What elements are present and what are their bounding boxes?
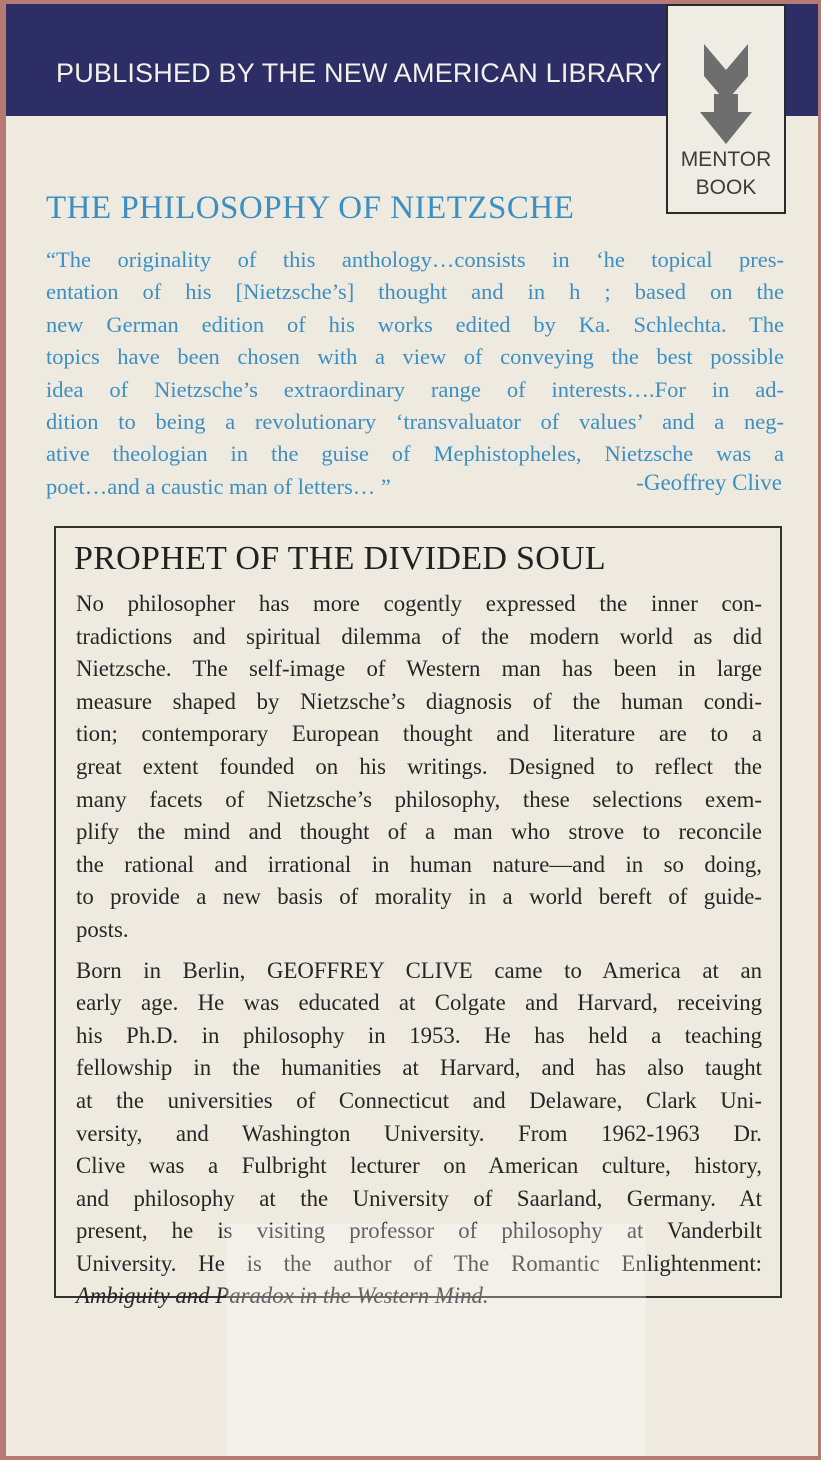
arrow-down-icon [696, 36, 756, 146]
mentor-book-badge [666, 4, 786, 214]
publisher-text: PUBLISHED BY THE NEW AMERICAN LIBRARY [56, 58, 663, 88]
quote-line: new German edition of his works edited by Ka. Schlechta. The [46, 311, 784, 337]
box-body [76, 588, 762, 1313]
quote-line: entation of his [Nietzsche’s] thought and in h ; based on the [46, 279, 784, 305]
bio-line: fellowship in the humanities at Harvard, and has also taught [76, 1055, 762, 1081]
quote-line: idea of Nietzsche’s extraordinary range of interests….For in ad- [46, 376, 784, 402]
box-title: PROPHET OF THE DIVIDED SOUL [74, 540, 606, 577]
bio-line: versity, and Washington University. From 1962-1963 Dr. [76, 1120, 762, 1146]
body-line: many facets of Nietzsche’s philosophy, these selections exem- [76, 786, 762, 812]
body-line: tradictions and spiritual dilemma of the modern world as did [76, 623, 762, 649]
description-box [54, 526, 782, 1309]
body-line: posts. [76, 916, 129, 942]
quote-line: topics have been chosen with a view of conveying the best possible [46, 344, 784, 370]
body-line: No philosopher has more cogently expressed the inner con- [76, 591, 762, 616]
bio-line: and philosophy at the University of Saarland, Germany. At [76, 1185, 762, 1211]
bio-line: Ambiguity and Paradox in the Western Mind. [76, 1283, 489, 1309]
bio-line: present, he is visiting professor of philosophy at Vanderbilt [76, 1218, 762, 1244]
body-line: to provide a new basis of morality in a world bereft of guide- [76, 884, 762, 910]
body-line: Nietzsche. The self-image of Western man has been in large [76, 656, 762, 682]
book-back-cover [6, 4, 818, 1456]
bio-line: Clive was a Fulbright lecturer on American culture, history, [76, 1153, 762, 1179]
body-line: great extent founded on his writings. Designed to reflect the [76, 753, 762, 779]
bio-line: his Ph.D. in philosophy in 1953. He has held a teaching [76, 1022, 762, 1048]
book-title: THE PHILOSOPHY OF NIETZSCHE [46, 190, 575, 226]
body-line: measure shaped by Nietzsche’s diagnosis of the human condi- [76, 688, 762, 714]
quote-line: ative theologian in the guise of Mephistopheles, Nietzsche was a [46, 441, 784, 467]
quote-line: dition to being a revolutionary ‘transvaluator of values’ and a neg- [46, 409, 784, 435]
tape-overlay [226, 1224, 646, 1456]
badge-label-book: BOOK [695, 176, 757, 199]
body-line: the rational and irrational in human nature—and in so doing, [76, 851, 762, 877]
badge-label-mentor: MENTOR [680, 148, 772, 171]
bio-line: early age. He was educated at Colgate and Harvard, receiving [76, 990, 762, 1016]
review-quote [46, 244, 784, 503]
bio-line: University. He is the author of The Romantic Enlightenment: [76, 1250, 762, 1276]
quote-line: “The originality of this anthology…consists in ‘he topical pres- [46, 247, 784, 272]
quote-line: poet…and a caustic man of letters… ” [46, 473, 391, 499]
quote-credit: -Geoffrey Clive [636, 470, 782, 495]
bio-line: at the universities of Connecticut and Delaware, Clark Uni- [76, 1087, 762, 1113]
body-line: plify the mind and thought of a man who strove to reconcile [76, 819, 762, 845]
bio-line: Born in Berlin, GEOFFREY CLIVE came to America at an [76, 957, 762, 983]
body-line: tion; contemporary European thought and literature are to a [76, 721, 762, 747]
